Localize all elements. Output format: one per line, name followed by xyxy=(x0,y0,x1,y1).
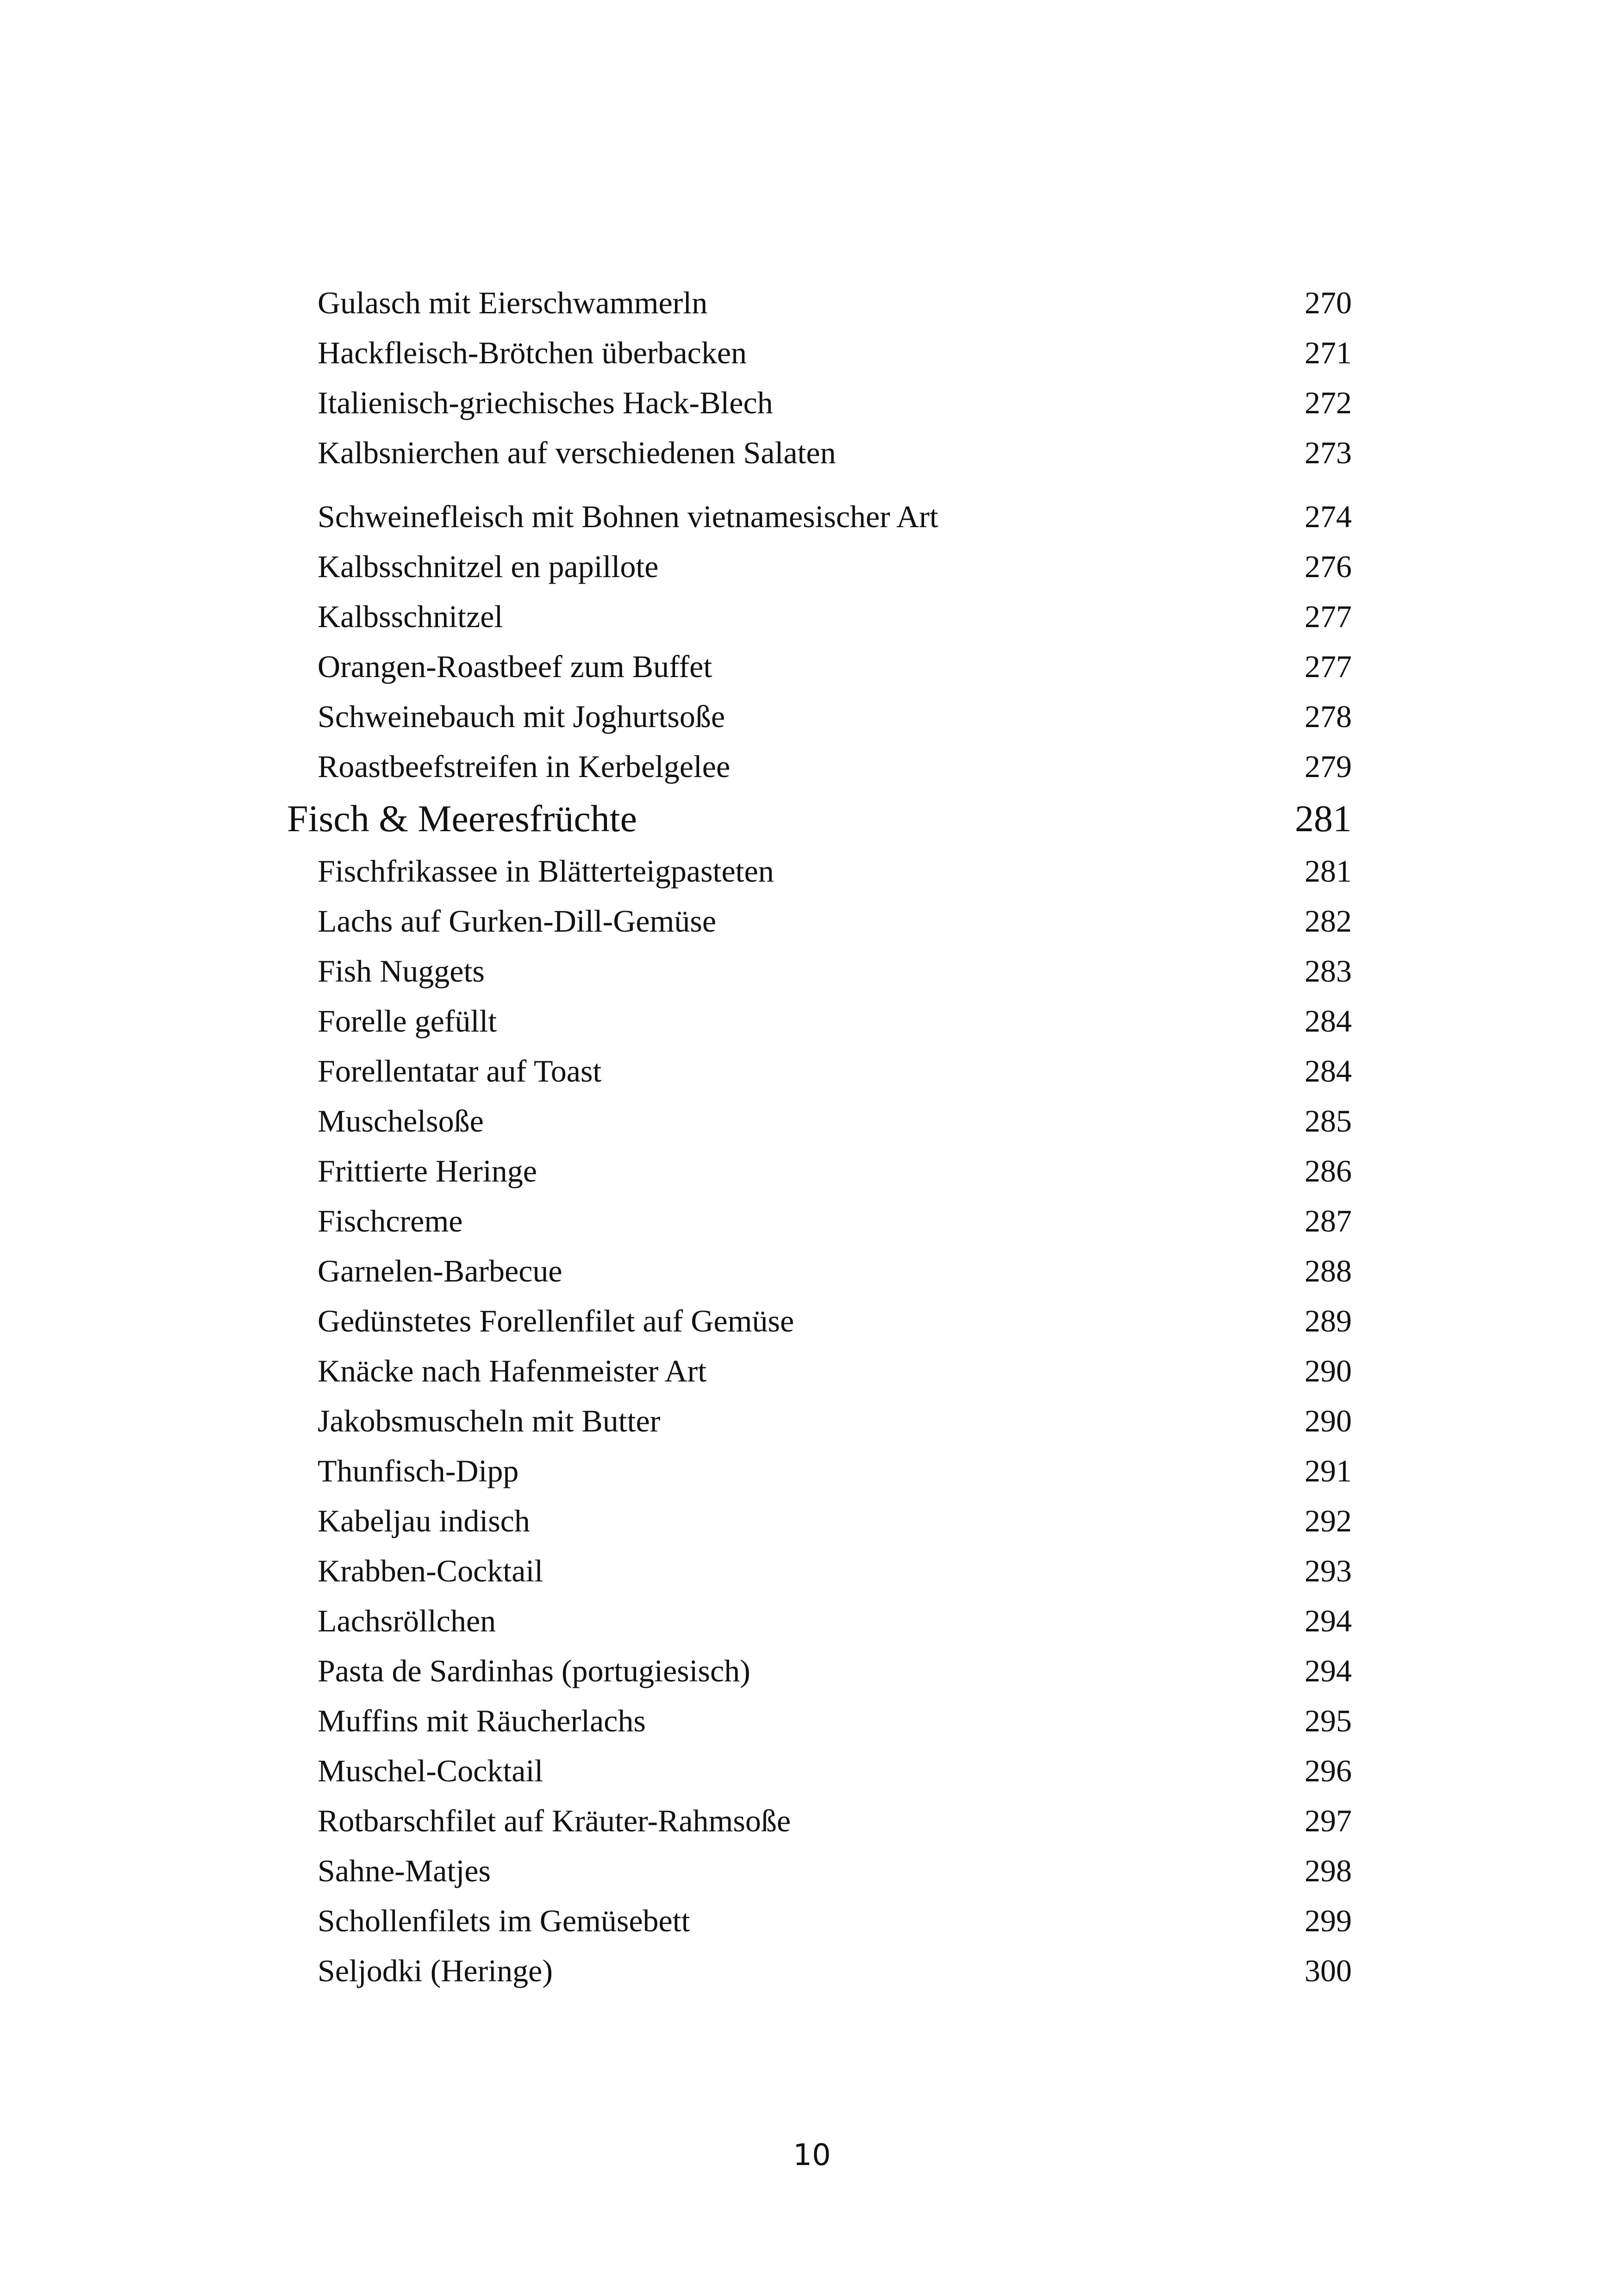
toc-entry[interactable] xyxy=(287,1446,1352,1496)
toc-entry[interactable] xyxy=(287,492,1352,541)
toc-group-fish xyxy=(287,846,1352,1996)
toc-entry[interactable] xyxy=(287,1396,1352,1446)
toc-entry-title: Thunfisch-Dipp xyxy=(318,1453,519,1488)
toc-entry[interactable] xyxy=(287,946,1352,996)
toc-entry-title: Fischcreme xyxy=(318,1203,463,1238)
toc-entry-page: 272 xyxy=(1305,385,1352,420)
toc-entry-page: 291 xyxy=(1305,1453,1352,1488)
toc-entry[interactable] xyxy=(287,1496,1352,1546)
toc-entry-title: Schweinefleisch mit Bohnen vietnamesischer Art xyxy=(318,499,938,534)
toc-entry-title: Jakobsmuscheln mit Butter xyxy=(318,1403,661,1438)
toc-entry[interactable] xyxy=(287,1696,1352,1746)
toc-entry[interactable] xyxy=(287,591,1352,641)
toc-entry[interactable] xyxy=(287,1546,1352,1596)
toc-entry[interactable] xyxy=(287,1246,1352,1296)
toc-entry-page: 281 xyxy=(1305,853,1352,889)
toc-entry-title: Krabben-Cocktail xyxy=(318,1553,543,1588)
toc-entry[interactable] xyxy=(287,996,1352,1046)
toc-entry-title: Kabeljau indisch xyxy=(318,1503,530,1538)
toc-entry-page: 292 xyxy=(1305,1503,1352,1538)
toc-section-heading[interactable] xyxy=(287,791,1352,846)
toc-entry[interactable] xyxy=(287,741,1352,791)
toc-entry-title: Pasta de Sardinhas (portugiesisch) xyxy=(318,1653,750,1688)
page-number: 10 xyxy=(793,2138,831,2172)
toc-entry-title: Muschel-Cocktail xyxy=(318,1753,543,1788)
toc-entry-title: Forellentatar auf Toast xyxy=(318,1053,602,1089)
toc-entry-title: Schollenfilets im Gemüsebett xyxy=(318,1903,690,1938)
toc-entry-page: 294 xyxy=(1305,1603,1352,1638)
table-of-contents xyxy=(287,278,1352,1996)
toc-entry-page: 278 xyxy=(1305,699,1352,734)
toc-entry-page: 293 xyxy=(1305,1553,1352,1588)
toc-entry[interactable] xyxy=(287,1646,1352,1696)
toc-entry-title: Roastbeefstreifen in Kerbelgelee xyxy=(318,749,731,784)
toc-entry[interactable] xyxy=(287,541,1352,591)
toc-entry-page: 274 xyxy=(1305,499,1352,534)
toc-entry-page: 279 xyxy=(1305,749,1352,784)
toc-entry-page: 273 xyxy=(1305,435,1352,470)
toc-entry-page: 284 xyxy=(1305,1003,1352,1039)
toc-entry-page: 298 xyxy=(1305,1853,1352,1888)
toc-entry-page: 295 xyxy=(1305,1703,1352,1738)
toc-entry[interactable] xyxy=(287,1896,1352,1946)
toc-entry-page: 270 xyxy=(1305,285,1352,320)
toc-entry-page: 276 xyxy=(1305,549,1352,584)
toc-spacer xyxy=(287,478,1352,492)
toc-entry-title: Muffins mit Räucherlachs xyxy=(318,1703,646,1738)
toc-entry-title: Kalbsschnitzel en papillote xyxy=(318,549,659,584)
toc-entry-title: Orangen-Roastbeef zum Buffet xyxy=(318,649,712,684)
toc-entry-title: Kalbsschnitzel xyxy=(318,599,503,634)
toc-entry-page: 294 xyxy=(1305,1653,1352,1688)
toc-entry[interactable] xyxy=(287,1096,1352,1146)
toc-entry[interactable] xyxy=(287,1296,1352,1346)
toc-group-meat-bottom xyxy=(287,492,1352,791)
toc-entry-page: 290 xyxy=(1305,1353,1352,1388)
toc-entry[interactable] xyxy=(287,1946,1352,1996)
toc-entry-title: Gulasch mit Eierschwammerln xyxy=(318,285,708,320)
toc-entry-page: 289 xyxy=(1305,1303,1352,1338)
toc-entry[interactable] xyxy=(287,691,1352,741)
toc-entry-title: Gedünstetes Forellenfilet auf Gemüse xyxy=(318,1303,794,1338)
toc-entry[interactable] xyxy=(287,1846,1352,1896)
toc-entry-page: 282 xyxy=(1305,903,1352,939)
toc-entry-title: Hackfleisch-Brötchen überbacken xyxy=(318,335,747,370)
toc-entry-title: Lachs auf Gurken-Dill-Gemüse xyxy=(318,903,717,939)
toc-entry-title: Kalbsnierchen auf verschiedenen Salaten xyxy=(318,435,836,470)
toc-entry[interactable] xyxy=(287,1746,1352,1796)
toc-section-page: 281 xyxy=(1295,797,1352,840)
toc-entry-page: 287 xyxy=(1305,1203,1352,1238)
toc-entry-page: 300 xyxy=(1305,1953,1352,1988)
toc-entry-page: 288 xyxy=(1305,1253,1352,1288)
toc-entry-page: 299 xyxy=(1305,1903,1352,1938)
toc-entry[interactable] xyxy=(287,641,1352,691)
toc-section-title: Fisch & Meeresfrüchte xyxy=(287,797,637,840)
toc-entry[interactable] xyxy=(287,428,1352,478)
toc-entry-page: 286 xyxy=(1305,1153,1352,1188)
toc-entry-page: 277 xyxy=(1305,649,1352,684)
toc-entry-title: Seljodki (Heringe) xyxy=(318,1953,553,1988)
toc-entry-page: 271 xyxy=(1305,335,1352,370)
toc-entry[interactable] xyxy=(287,1146,1352,1196)
toc-entry[interactable] xyxy=(287,278,1352,328)
toc-entry-title: Muschelsoße xyxy=(318,1103,484,1139)
toc-entry[interactable] xyxy=(287,328,1352,378)
toc-entry-title: Frittierte Heringe xyxy=(318,1153,537,1188)
toc-entry-title: Garnelen-Barbecue xyxy=(318,1253,562,1288)
toc-entry[interactable] xyxy=(287,378,1352,428)
toc-entry-title: Forelle gefüllt xyxy=(318,1003,497,1039)
toc-entry-title: Schweinebauch mit Joghurtsoße xyxy=(318,699,725,734)
toc-entry-title: Lachsröllchen xyxy=(318,1603,496,1638)
toc-entry-title: Italienisch-griechisches Hack-Blech xyxy=(318,385,773,420)
toc-entry[interactable] xyxy=(287,1596,1352,1646)
toc-entry-title: Fish Nuggets xyxy=(318,953,485,989)
toc-entry-title: Sahne-Matjes xyxy=(318,1853,491,1888)
toc-entry-page: 283 xyxy=(1305,953,1352,989)
toc-entry-page: 285 xyxy=(1305,1103,1352,1139)
toc-entry[interactable] xyxy=(287,1796,1352,1846)
toc-entry-page: 290 xyxy=(1305,1403,1352,1438)
toc-entry-page: 284 xyxy=(1305,1053,1352,1089)
toc-group-meat-top xyxy=(287,278,1352,478)
toc-entry[interactable] xyxy=(287,1196,1352,1246)
toc-entry-page: 296 xyxy=(1305,1753,1352,1788)
toc-entry-title: Fischfrikassee in Blätterteigpasteten xyxy=(318,853,774,889)
toc-entry[interactable] xyxy=(287,896,1352,946)
toc-entry-title: Knäcke nach Hafenmeister Art xyxy=(318,1353,707,1388)
toc-entry-page: 297 xyxy=(1305,1803,1352,1838)
toc-entry-title: Rotbarschfilet auf Kräuter-Rahmsoße xyxy=(318,1803,791,1838)
toc-entry[interactable] xyxy=(287,1046,1352,1096)
toc-entry-page: 277 xyxy=(1305,599,1352,634)
toc-entry[interactable] xyxy=(287,1346,1352,1396)
toc-entry[interactable] xyxy=(287,846,1352,896)
